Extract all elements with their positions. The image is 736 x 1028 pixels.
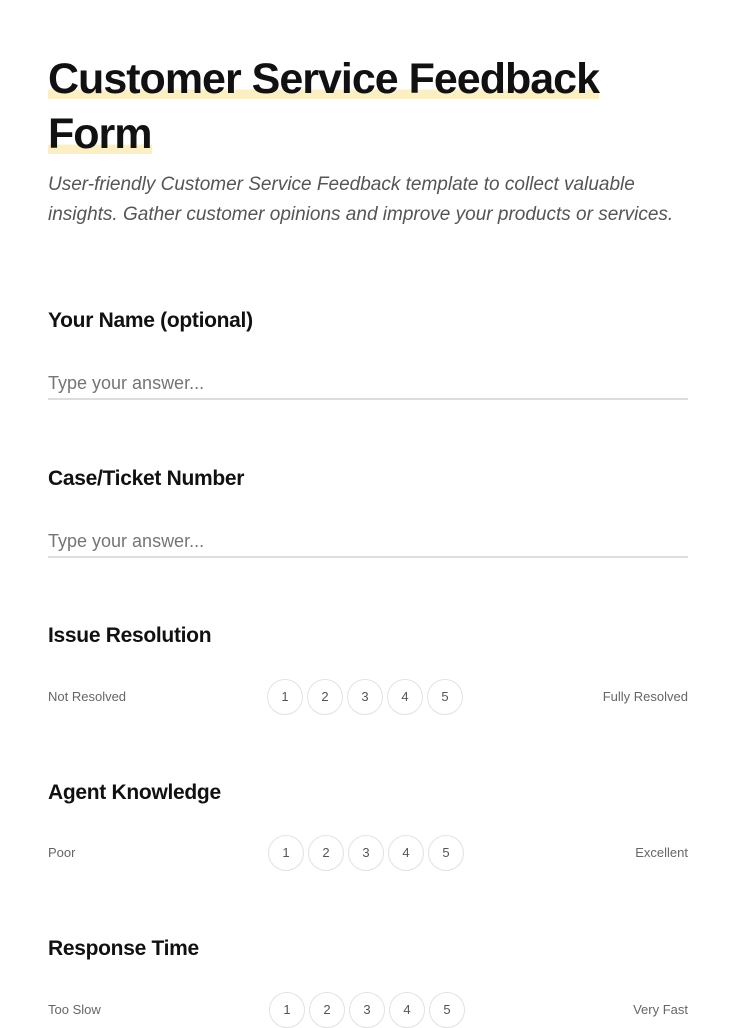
rating-option-5[interactable]: 5 bbox=[429, 992, 465, 1028]
page-title: Customer Service Feedback Form bbox=[48, 55, 599, 158]
rating-option-1[interactable]: 1 bbox=[268, 835, 304, 871]
name-input[interactable] bbox=[48, 368, 688, 400]
question-label: Issue Resolution bbox=[48, 624, 212, 647]
scale-min-label: Poor bbox=[48, 845, 76, 860]
form-description: User-friendly Customer Service Feedback template to collect valuable insights. Gather customer opinions and improve your products or services. bbox=[48, 174, 674, 225]
rating-option-4[interactable]: 4 bbox=[389, 992, 425, 1028]
question-response-time bbox=[48, 934, 688, 1028]
rating-option-1[interactable]: 1 bbox=[269, 992, 305, 1028]
question-label: Agent Knowledge bbox=[48, 781, 221, 804]
scale-min-label: Too Slow bbox=[48, 1002, 101, 1017]
question-label: Your Name (optional) bbox=[48, 309, 253, 332]
scale-min-label: Not Resolved bbox=[48, 689, 127, 704]
rating-option-5[interactable]: 5 bbox=[427, 679, 463, 715]
question-label: Response Time bbox=[48, 937, 199, 960]
question-agent-knowledge bbox=[48, 778, 688, 871]
rating-option-3[interactable]: 3 bbox=[349, 992, 385, 1028]
question-ticket-number bbox=[48, 464, 688, 558]
rating-option-3[interactable]: 3 bbox=[347, 679, 383, 715]
ticket-number-input[interactable] bbox=[48, 526, 688, 558]
rating-scale bbox=[48, 835, 688, 871]
question-name bbox=[48, 306, 688, 400]
scale-max-label: Excellent bbox=[635, 845, 688, 860]
rating-option-4[interactable]: 4 bbox=[388, 835, 424, 871]
rating-option-1[interactable]: 1 bbox=[267, 679, 303, 715]
scale-max-label: Very Fast bbox=[633, 1002, 688, 1017]
question-label: Case/Ticket Number bbox=[48, 467, 245, 490]
question-issue-resolution bbox=[48, 621, 688, 715]
rating-option-5[interactable]: 5 bbox=[428, 835, 464, 871]
rating-option-2[interactable]: 2 bbox=[308, 835, 344, 871]
rating-option-2[interactable]: 2 bbox=[309, 992, 345, 1028]
rating-scale bbox=[48, 992, 688, 1028]
scale-max-label: Fully Resolved bbox=[602, 689, 688, 704]
rating-option-3[interactable]: 3 bbox=[348, 835, 384, 871]
rating-option-4[interactable]: 4 bbox=[387, 679, 423, 715]
rating-scale bbox=[48, 679, 688, 715]
rating-option-2[interactable]: 2 bbox=[307, 679, 343, 715]
